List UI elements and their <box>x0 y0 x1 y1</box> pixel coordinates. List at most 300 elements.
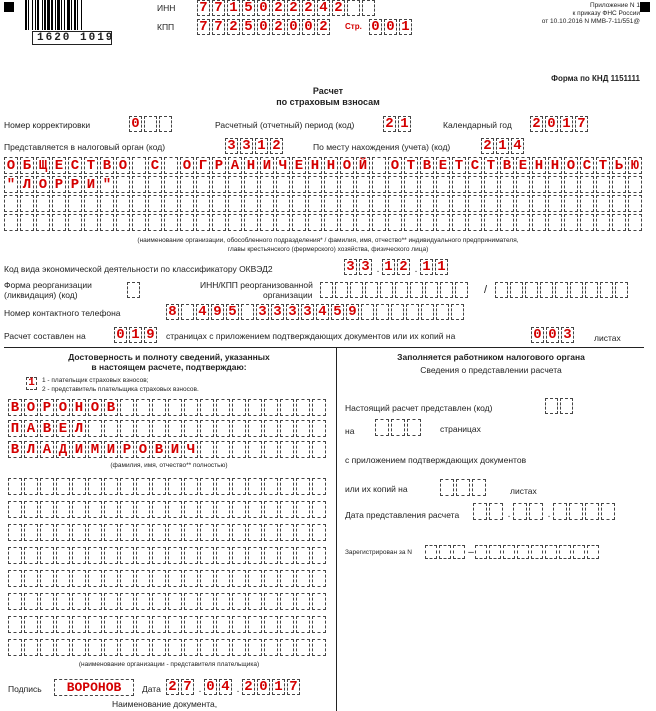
representative-cell[interactable] <box>72 547 86 564</box>
representative-cell[interactable] <box>152 570 166 587</box>
representative-cell[interactable] <box>88 478 102 495</box>
representative-cell[interactable] <box>248 570 262 587</box>
representative-cell[interactable] <box>232 547 246 564</box>
org-name-cell[interactable]: " <box>100 176 114 193</box>
org-name-cell[interactable] <box>548 176 562 193</box>
representative-cell[interactable] <box>104 524 118 541</box>
org-name-cell[interactable]: С <box>68 157 82 174</box>
representative-cell[interactable] <box>264 501 278 518</box>
registration-cell[interactable] <box>503 545 515 559</box>
representative-cell[interactable] <box>120 547 134 564</box>
representative-cell[interactable] <box>104 547 118 564</box>
representative-cell[interactable] <box>40 478 54 495</box>
representative-cell[interactable] <box>152 524 166 541</box>
representative-cell[interactable] <box>136 478 150 495</box>
submission-pages-cell[interactable] <box>407 419 421 436</box>
org-name-cell[interactable] <box>596 195 610 212</box>
org-name-cell[interactable]: И <box>260 157 274 174</box>
representative-cell[interactable] <box>24 593 38 610</box>
representative-cell[interactable] <box>104 639 118 656</box>
org-name-cell[interactable] <box>132 195 146 212</box>
org-name-cell[interactable] <box>564 176 578 193</box>
org-name-cell[interactable] <box>500 176 514 193</box>
representative-cell[interactable] <box>40 616 54 633</box>
representative-cell[interactable] <box>56 593 70 610</box>
representative-cell[interactable] <box>280 616 294 633</box>
reorg-inn-cell[interactable] <box>410 282 423 298</box>
representative-cell[interactable] <box>72 570 86 587</box>
representative-cell[interactable] <box>24 478 38 495</box>
representative-cell[interactable] <box>232 478 246 495</box>
date-cell[interactable]: 2 <box>242 679 255 695</box>
signer-surname-cell[interactable]: О <box>88 399 102 416</box>
inn-cell[interactable]: 2 <box>272 0 285 16</box>
representative-cell[interactable] <box>40 593 54 610</box>
signer-surname-cell[interactable] <box>184 399 198 416</box>
representative-cell[interactable] <box>56 524 70 541</box>
representative-cell[interactable] <box>296 570 310 587</box>
reorg-inn-cell[interactable] <box>335 282 348 298</box>
org-name-cell[interactable] <box>244 195 258 212</box>
submission-code-cell[interactable] <box>545 398 558 414</box>
registration-cell[interactable] <box>453 545 465 559</box>
phone-cell[interactable]: 5 <box>331 304 344 320</box>
kpp-cell[interactable]: 0 <box>302 19 315 35</box>
reorg-inn-cell[interactable] <box>380 282 393 298</box>
kpp-cell[interactable]: 5 <box>242 19 255 35</box>
signer-patronymic-cell[interactable]: М <box>88 441 102 458</box>
representative-cell[interactable] <box>88 639 102 656</box>
signer-name-cell[interactable] <box>200 420 214 437</box>
reorg-inn-cell[interactable] <box>425 282 438 298</box>
submission-sheets-cell[interactable] <box>440 479 454 496</box>
representative-cell[interactable] <box>200 570 214 587</box>
phone-cell[interactable] <box>361 304 374 320</box>
signer-surname-cell[interactable] <box>136 399 150 416</box>
org-name-cell[interactable]: С <box>580 157 594 174</box>
representative-cell[interactable] <box>24 616 38 633</box>
page-cell[interactable]: 0 <box>384 19 397 35</box>
org-name-cell[interactable]: Н <box>548 157 562 174</box>
org-name-cell[interactable] <box>484 195 498 212</box>
signer-surname-cell[interactable] <box>216 399 230 416</box>
representative-cell[interactable] <box>168 570 182 587</box>
signer-name-cell[interactable] <box>296 420 310 437</box>
org-name-cell[interactable] <box>468 195 482 212</box>
org-name-cell[interactable] <box>116 195 130 212</box>
org-name-cell[interactable] <box>100 214 114 231</box>
representative-cell[interactable] <box>72 616 86 633</box>
representative-cell[interactable] <box>56 570 70 587</box>
org-name-cell[interactable]: И <box>84 176 98 193</box>
org-name-cell[interactable]: А <box>228 157 242 174</box>
representative-cell[interactable] <box>56 547 70 564</box>
representative-cell[interactable] <box>216 501 230 518</box>
representative-cell[interactable] <box>152 501 166 518</box>
representative-cell[interactable] <box>104 616 118 633</box>
representative-cell[interactable] <box>168 639 182 656</box>
org-name-cell[interactable] <box>612 214 626 231</box>
kpp-cell[interactable]: 0 <box>287 19 300 35</box>
kpp-cell[interactable]: 2 <box>227 19 240 35</box>
signer-name-cell[interactable]: П <box>8 420 22 437</box>
page-cell[interactable]: 0 <box>369 19 382 35</box>
representative-cell[interactable] <box>280 593 294 610</box>
signer-surname-cell[interactable]: Р <box>40 399 54 416</box>
signer-name-cell[interactable] <box>120 420 134 437</box>
representative-cell[interactable] <box>232 616 246 633</box>
org-name-cell[interactable]: Н <box>308 157 322 174</box>
representative-cell[interactable] <box>168 547 182 564</box>
phone-cell[interactable]: 4 <box>196 304 209 320</box>
org-name-cell[interactable] <box>612 176 626 193</box>
submission-sheets-cell[interactable] <box>456 479 470 496</box>
representative-cell[interactable] <box>216 478 230 495</box>
representative-cell[interactable] <box>248 616 262 633</box>
signer-patronymic-cell[interactable] <box>216 441 230 458</box>
registration-cell[interactable] <box>545 545 557 559</box>
signer-patronymic-cell[interactable] <box>200 441 214 458</box>
kpp-cell[interactable]: 7 <box>197 19 210 35</box>
representative-cell[interactable] <box>216 547 230 564</box>
representative-cell[interactable] <box>312 501 326 518</box>
date-cell[interactable]: 2 <box>166 679 179 695</box>
org-name-cell[interactable] <box>20 214 34 231</box>
org-name-cell[interactable] <box>436 176 450 193</box>
representative-cell[interactable] <box>184 616 198 633</box>
signer-name-cell[interactable] <box>280 420 294 437</box>
org-name-cell[interactable] <box>340 195 354 212</box>
representative-cell[interactable] <box>200 639 214 656</box>
representative-cell[interactable] <box>184 478 198 495</box>
signer-name-cell[interactable]: А <box>24 420 38 437</box>
pages-cell[interactable]: 0 <box>114 327 127 343</box>
submission-date-cell[interactable] <box>489 503 503 520</box>
org-name-cell[interactable] <box>164 157 178 174</box>
representative-cell[interactable] <box>136 570 150 587</box>
org-name-cell[interactable] <box>260 195 274 212</box>
org-name-cell[interactable] <box>612 195 626 212</box>
docs-cell[interactable]: 0 <box>546 327 559 343</box>
signer-name-cell[interactable] <box>216 420 230 437</box>
org-name-cell[interactable]: Й <box>356 157 370 174</box>
org-name-cell[interactable] <box>532 176 546 193</box>
representative-cell[interactable] <box>104 570 118 587</box>
org-name-cell[interactable]: Т <box>596 157 610 174</box>
inn-cell[interactable]: 2 <box>302 0 315 16</box>
representative-cell[interactable] <box>24 524 38 541</box>
representative-cell[interactable] <box>72 478 86 495</box>
representative-cell[interactable] <box>296 501 310 518</box>
representative-cell[interactable] <box>120 616 134 633</box>
correction-cell[interactable] <box>144 116 157 132</box>
signer-surname-cell[interactable]: В <box>8 399 22 416</box>
org-name-cell[interactable]: Щ <box>36 157 50 174</box>
org-name-cell[interactable] <box>484 176 498 193</box>
representative-cell[interactable] <box>8 501 22 518</box>
org-name-cell[interactable] <box>276 176 290 193</box>
okved-cell[interactable]: 1 <box>420 259 433 275</box>
signer-name-cell[interactable] <box>184 420 198 437</box>
org-name-cell[interactable] <box>180 176 194 193</box>
representative-cell[interactable] <box>184 570 198 587</box>
org-name-cell[interactable] <box>292 195 306 212</box>
submission-date-cell[interactable] <box>585 503 599 520</box>
org-name-cell[interactable]: В <box>500 157 514 174</box>
representative-cell[interactable] <box>184 639 198 656</box>
submission-date-cell[interactable] <box>569 503 583 520</box>
signer-surname-cell[interactable] <box>312 399 326 416</box>
signer-name-cell[interactable] <box>152 420 166 437</box>
signer-patronymic-cell[interactable]: Л <box>24 441 38 458</box>
org-name-cell[interactable] <box>132 157 146 174</box>
representative-cell[interactable] <box>280 478 294 495</box>
org-name-cell[interactable] <box>212 214 226 231</box>
tax-authority-cell[interactable]: 3 <box>225 138 238 154</box>
phone-cell[interactable] <box>376 304 389 320</box>
signer-type-cell[interactable]: 1 <box>26 377 37 390</box>
reorg-kpp-cell[interactable] <box>525 282 538 298</box>
signer-patronymic-cell[interactable]: В <box>152 441 166 458</box>
org-name-cell[interactable] <box>484 214 498 231</box>
representative-cell[interactable] <box>264 570 278 587</box>
date-cell[interactable]: 7 <box>181 679 194 695</box>
org-name-cell[interactable] <box>596 214 610 231</box>
org-name-cell[interactable]: Р <box>68 176 82 193</box>
org-name-cell[interactable] <box>564 195 578 212</box>
phone-cell[interactable]: 4 <box>316 304 329 320</box>
date-cell[interactable]: 4 <box>219 679 232 695</box>
tax-authority-cell[interactable]: 2 <box>270 138 283 154</box>
org-name-cell[interactable]: Л <box>20 176 34 193</box>
org-name-cell[interactable] <box>20 195 34 212</box>
representative-cell[interactable] <box>8 547 22 564</box>
org-name-cell[interactable] <box>580 176 594 193</box>
org-name-cell[interactable] <box>532 214 546 231</box>
period-cell[interactable]: 1 <box>398 116 411 132</box>
representative-cell[interactable] <box>280 501 294 518</box>
org-name-cell[interactable]: О <box>116 157 130 174</box>
representative-cell[interactable] <box>88 501 102 518</box>
registration-cell[interactable] <box>475 545 487 559</box>
okved-cell[interactable]: 3 <box>359 259 372 275</box>
signer-surname-cell[interactable]: Н <box>72 399 86 416</box>
org-name-cell[interactable] <box>356 214 370 231</box>
org-name-cell[interactable] <box>228 195 242 212</box>
signer-surname-cell[interactable] <box>264 399 278 416</box>
submission-pages-cell[interactable] <box>375 419 389 436</box>
phone-cell[interactable]: 8 <box>166 304 179 320</box>
org-name-cell[interactable] <box>196 176 210 193</box>
inn-cell[interactable]: 5 <box>242 0 255 16</box>
okved-cell[interactable]: 2 <box>397 259 410 275</box>
representative-cell[interactable] <box>312 616 326 633</box>
representative-cell[interactable] <box>232 501 246 518</box>
org-name-cell[interactable] <box>628 176 642 193</box>
org-name-cell[interactable] <box>404 214 418 231</box>
representative-cell[interactable] <box>104 478 118 495</box>
representative-cell[interactable] <box>216 593 230 610</box>
org-name-cell[interactable] <box>148 176 162 193</box>
representative-cell[interactable] <box>120 478 134 495</box>
representative-cell[interactable] <box>264 524 278 541</box>
kpp-cell[interactable]: 7 <box>212 19 225 35</box>
org-name-cell[interactable] <box>468 214 482 231</box>
submission-date-cell[interactable] <box>513 503 527 520</box>
signer-surname-cell[interactable] <box>168 399 182 416</box>
org-name-cell[interactable] <box>388 195 402 212</box>
org-name-cell[interactable] <box>212 195 226 212</box>
reorg-kpp-cell[interactable] <box>540 282 553 298</box>
org-name-cell[interactable]: О <box>180 157 194 174</box>
signer-patronymic-cell[interactable]: А <box>40 441 54 458</box>
org-name-cell[interactable] <box>580 195 594 212</box>
org-name-cell[interactable]: О <box>36 176 50 193</box>
reorg-kpp-cell[interactable] <box>600 282 613 298</box>
org-name-cell[interactable] <box>324 214 338 231</box>
org-name-cell[interactable]: Н <box>532 157 546 174</box>
org-name-cell[interactable]: Е <box>436 157 450 174</box>
org-name-cell[interactable]: Т <box>84 157 98 174</box>
representative-cell[interactable] <box>88 570 102 587</box>
representative-cell[interactable] <box>56 616 70 633</box>
org-name-cell[interactable] <box>180 195 194 212</box>
signer-name-cell[interactable]: В <box>40 420 54 437</box>
phone-cell[interactable] <box>436 304 449 320</box>
representative-cell[interactable] <box>248 524 262 541</box>
signer-name-cell[interactable] <box>168 420 182 437</box>
org-name-cell[interactable] <box>436 195 450 212</box>
representative-cell[interactable] <box>232 524 246 541</box>
signer-surname-cell[interactable] <box>280 399 294 416</box>
phone-cell[interactable] <box>391 304 404 320</box>
org-name-cell[interactable] <box>420 214 434 231</box>
tax-authority-cell[interactable]: 1 <box>255 138 268 154</box>
representative-cell[interactable] <box>168 593 182 610</box>
page-cell[interactable]: 1 <box>399 19 412 35</box>
kpp-cell[interactable]: 0 <box>257 19 270 35</box>
representative-cell[interactable] <box>312 593 326 610</box>
representative-cell[interactable] <box>24 639 38 656</box>
registration-cell[interactable] <box>439 545 451 559</box>
org-name-cell[interactable] <box>532 195 546 212</box>
org-name-cell[interactable] <box>340 176 354 193</box>
signer-name-cell[interactable] <box>104 420 118 437</box>
year-cell[interactable]: 1 <box>560 116 573 132</box>
representative-cell[interactable] <box>264 478 278 495</box>
org-name-cell[interactable] <box>628 195 642 212</box>
registration-cell[interactable] <box>573 545 585 559</box>
org-name-cell[interactable] <box>148 195 162 212</box>
representative-cell[interactable] <box>312 547 326 564</box>
org-name-cell[interactable]: Е <box>52 157 66 174</box>
org-name-cell[interactable] <box>244 214 258 231</box>
representative-cell[interactable] <box>24 501 38 518</box>
signer-patronymic-cell[interactable] <box>232 441 246 458</box>
representative-cell[interactable] <box>184 593 198 610</box>
representative-cell[interactable] <box>168 478 182 495</box>
representative-cell[interactable] <box>312 478 326 495</box>
representative-cell[interactable] <box>136 639 150 656</box>
representative-cell[interactable] <box>200 547 214 564</box>
period-cell[interactable]: 2 <box>383 116 396 132</box>
org-name-cell[interactable]: В <box>100 157 114 174</box>
representative-cell[interactable] <box>232 639 246 656</box>
representative-cell[interactable] <box>40 547 54 564</box>
org-name-cell[interactable] <box>68 214 82 231</box>
phone-cell[interactable]: 3 <box>286 304 299 320</box>
representative-cell[interactable] <box>264 639 278 656</box>
org-name-cell[interactable]: Е <box>516 157 530 174</box>
phone-cell[interactable] <box>241 304 254 320</box>
representative-cell[interactable] <box>232 570 246 587</box>
org-name-cell[interactable]: Г <box>196 157 210 174</box>
representative-cell[interactable] <box>168 524 182 541</box>
representative-cell[interactable] <box>296 524 310 541</box>
phone-cell[interactable]: 3 <box>301 304 314 320</box>
signer-name-cell[interactable] <box>136 420 150 437</box>
org-name-cell[interactable] <box>548 195 562 212</box>
year-cell[interactable]: 2 <box>530 116 543 132</box>
signer-surname-cell[interactable] <box>296 399 310 416</box>
org-name-cell[interactable] <box>244 176 258 193</box>
representative-cell[interactable] <box>24 570 38 587</box>
representative-cell[interactable] <box>40 524 54 541</box>
phone-cell[interactable]: 5 <box>226 304 239 320</box>
org-name-cell[interactable] <box>468 176 482 193</box>
representative-cell[interactable] <box>8 570 22 587</box>
phone-cell[interactable]: 3 <box>256 304 269 320</box>
org-name-cell[interactable] <box>132 176 146 193</box>
representative-cell[interactable] <box>296 593 310 610</box>
representative-cell[interactable] <box>264 593 278 610</box>
org-name-cell[interactable] <box>420 176 434 193</box>
reorg-inn-cell[interactable] <box>365 282 378 298</box>
org-name-cell[interactable] <box>196 195 210 212</box>
reorg-inn-cell[interactable] <box>350 282 363 298</box>
org-name-cell[interactable] <box>372 214 386 231</box>
inn-cell[interactable]: 7 <box>197 0 210 16</box>
org-name-cell[interactable]: О <box>388 157 402 174</box>
reorg-kpp-cell[interactable] <box>555 282 568 298</box>
representative-cell[interactable] <box>280 547 294 564</box>
representative-cell[interactable] <box>136 501 150 518</box>
signer-patronymic-cell[interactable]: Р <box>120 441 134 458</box>
signer-name-cell[interactable]: Л <box>72 420 86 437</box>
representative-cell[interactable] <box>296 639 310 656</box>
org-name-cell[interactable] <box>292 176 306 193</box>
representative-cell[interactable] <box>184 524 198 541</box>
signer-surname-cell[interactable] <box>120 399 134 416</box>
representative-cell[interactable] <box>72 501 86 518</box>
date-cell[interactable]: 0 <box>257 679 270 695</box>
signer-surname-cell[interactable] <box>152 399 166 416</box>
org-name-cell[interactable] <box>340 214 354 231</box>
org-name-cell[interactable] <box>276 195 290 212</box>
inn-cell[interactable]: 2 <box>332 0 345 16</box>
representative-cell[interactable] <box>136 616 150 633</box>
org-name-cell[interactable] <box>116 214 130 231</box>
signer-surname-cell[interactable] <box>248 399 262 416</box>
representative-cell[interactable] <box>40 639 54 656</box>
representative-cell[interactable] <box>312 524 326 541</box>
docs-cell[interactable]: 0 <box>531 327 544 343</box>
representative-cell[interactable] <box>88 593 102 610</box>
org-name-cell[interactable] <box>372 176 386 193</box>
representative-cell[interactable] <box>280 524 294 541</box>
representative-cell[interactable] <box>248 639 262 656</box>
signer-name-cell[interactable] <box>88 420 102 437</box>
